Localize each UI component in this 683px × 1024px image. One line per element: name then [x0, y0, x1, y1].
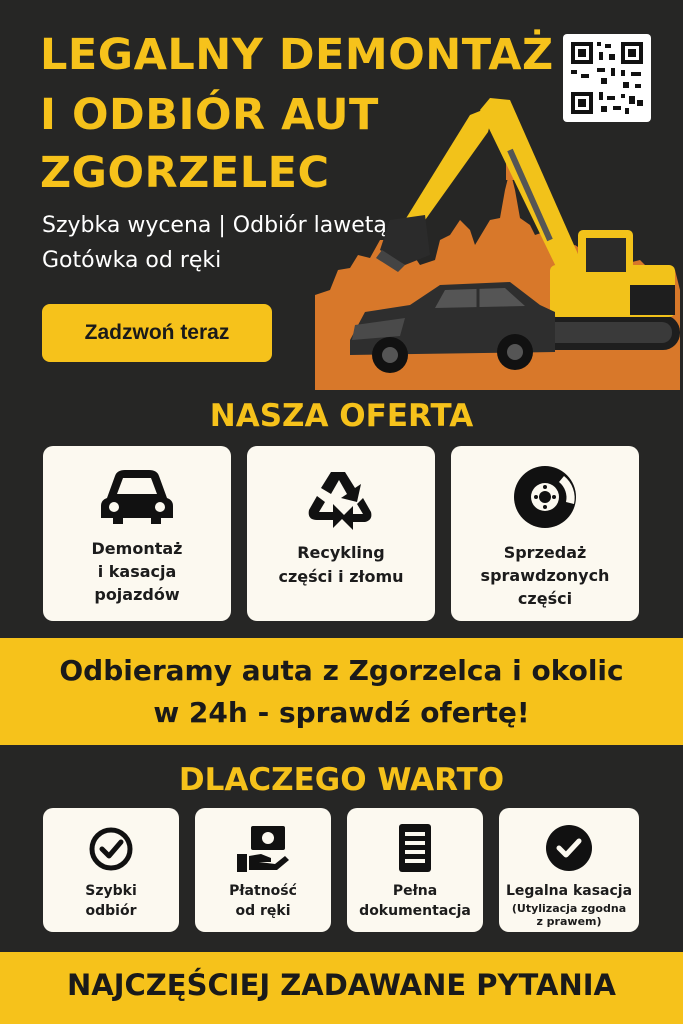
- document-icon: [395, 822, 435, 878]
- why-card-line2: od ręki: [235, 903, 291, 919]
- why-card-fast-pickup: [43, 808, 179, 932]
- offer-card-recycling[interactable]: [247, 446, 435, 621]
- hero-title-line3: ZGORZELEC: [40, 148, 330, 198]
- why-card-cash-payment: [195, 808, 331, 932]
- pickup-banner[interactable]: [0, 638, 683, 745]
- hero-subtitle-line1: Szybka wycena | Odbiór lawetą: [42, 213, 387, 238]
- offer-card-line2: sprawdzonych: [480, 566, 610, 585]
- offer-card-line1: Sprzedaż: [503, 543, 587, 562]
- why-card-line1: Płatność: [229, 883, 297, 899]
- hero-illustration: [310, 90, 683, 390]
- why-card-line2: odbiór: [85, 903, 137, 919]
- why-card-documentation: [347, 808, 483, 932]
- why-card-line3: z prawem): [536, 915, 602, 928]
- hero-subtitle-line2: Gotówka od ręki: [42, 248, 222, 273]
- banner-line1: Odbieramy auta z Zgorzelca i okolic: [59, 654, 624, 687]
- faq-heading: NAJCZĘŚCIEJ ZADAWANE PYTANIA: [66, 968, 616, 1002]
- banner-line2: w 24h - sprawdź ofertę!: [153, 696, 530, 729]
- brake-disc-icon: [512, 464, 578, 534]
- offer-heading: NASZA OFERTA: [209, 398, 474, 434]
- why-heading: DLACZEGO WARTO: [178, 762, 505, 798]
- why-card-legal-scrapping: [499, 808, 639, 932]
- offer-card-line2: części i złomu: [278, 567, 404, 586]
- cash-hand-icon: [235, 824, 291, 878]
- recycle-icon: [305, 468, 377, 538]
- why-card-line1: Legalna kasacja: [505, 883, 633, 899]
- hero-section: [0, 0, 683, 390]
- why-card-line1: Szybki: [85, 883, 137, 899]
- call-now-button[interactable]: Zadzwoń teraz: [42, 304, 272, 362]
- why-card-line1: Pełna: [392, 883, 438, 899]
- offer-card-line1: Demontaż: [91, 539, 183, 558]
- why-card-line2: dokumentacja: [359, 903, 471, 919]
- hero-title-line2: I ODBIÓR AUT: [40, 90, 379, 140]
- why-card-line2: (Utylizacja zgodna: [511, 902, 627, 915]
- check-circle-filled-icon: [545, 824, 593, 876]
- offer-card-dismantling[interactable]: [43, 446, 231, 621]
- hero-title-line1: LEGALNY DEMONTAŻ: [40, 30, 554, 80]
- offer-card-line3: części: [517, 589, 573, 608]
- offer-card-line2: i kasacja: [97, 562, 177, 581]
- offer-card-line3: pojazdów: [94, 585, 180, 604]
- check-circle-outline-icon: [88, 826, 134, 876]
- car-icon: [99, 464, 175, 530]
- faq-section[interactable]: [0, 952, 683, 1024]
- offer-card-parts-sale[interactable]: [451, 446, 639, 621]
- offer-card-line1: Recykling: [297, 543, 385, 562]
